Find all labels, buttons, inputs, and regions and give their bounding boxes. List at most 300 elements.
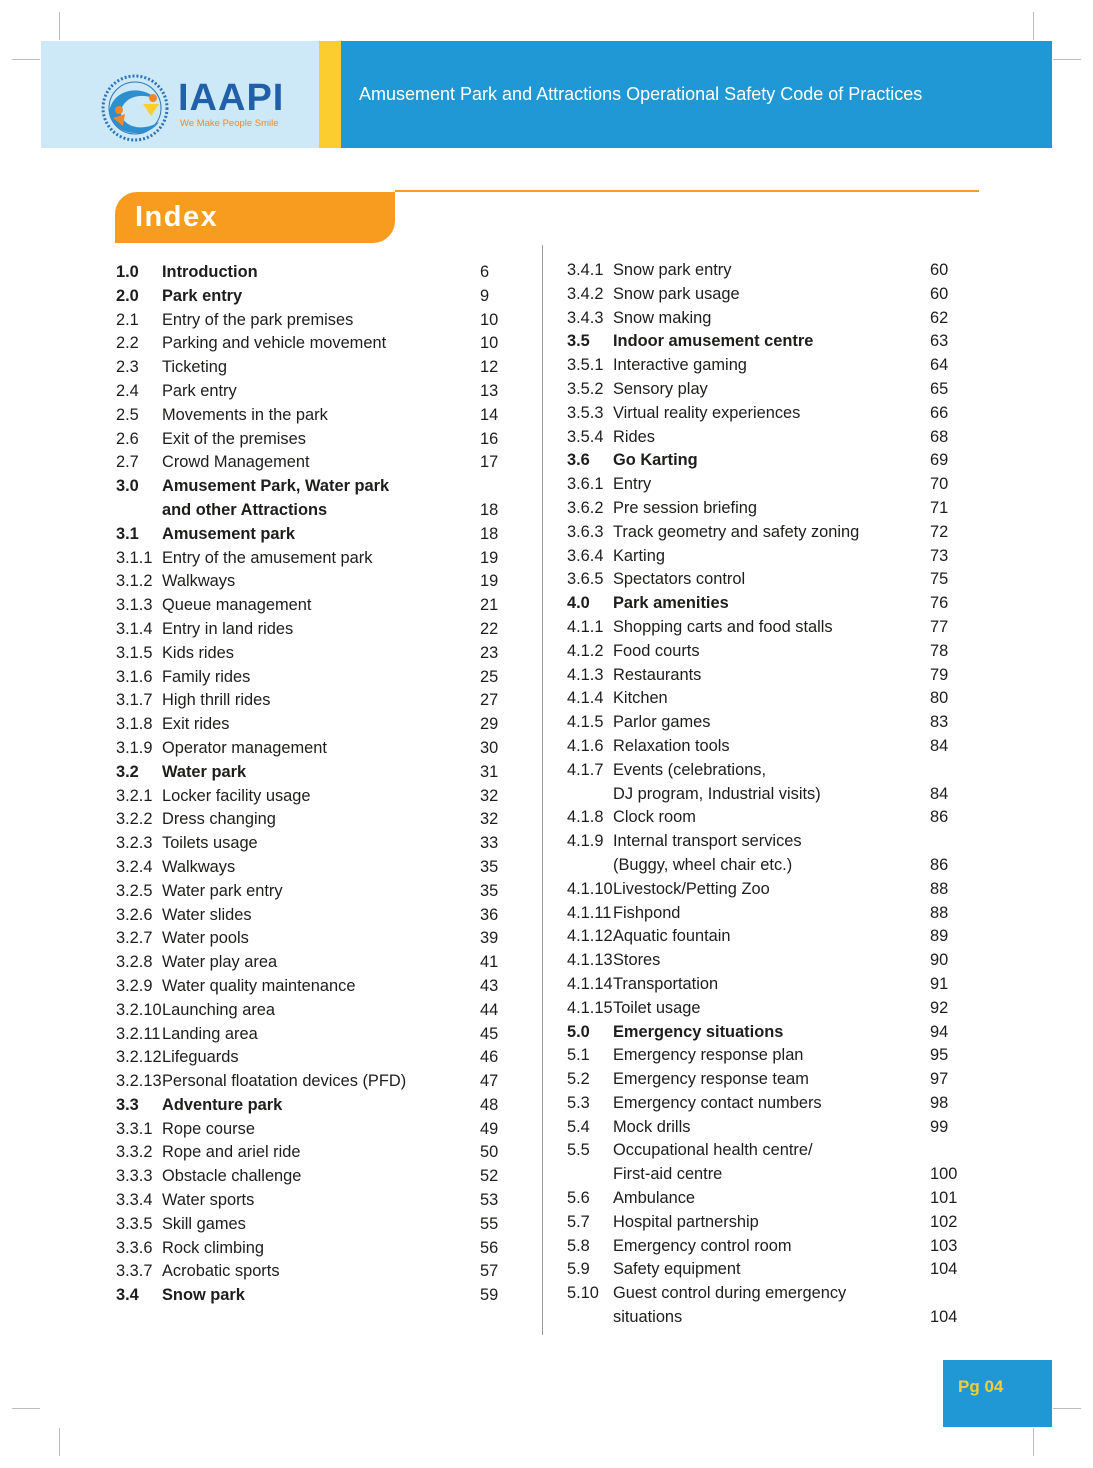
entry-number: 3.4.1	[567, 261, 604, 279]
entry-number: 3.2.7	[116, 929, 153, 948]
index-entry[interactable]	[116, 475, 516, 523]
index-entry[interactable]	[116, 1094, 516, 1118]
entry-number: 4.1.15	[567, 998, 613, 1017]
entry-title: Interactive gaming	[613, 356, 747, 375]
entry-number: 2.0	[116, 286, 139, 305]
entry-title: Water play area	[162, 953, 278, 972]
index-entry[interactable]	[567, 354, 967, 378]
entry-number: 4.1.11	[567, 903, 612, 922]
index-entry[interactable]	[116, 689, 516, 713]
entry-number: 5.8	[567, 1236, 590, 1255]
entry-page: 41	[480, 953, 499, 972]
entry-number: 2.3	[116, 358, 139, 377]
index-entry[interactable]	[116, 1165, 516, 1189]
index-entry[interactable]	[116, 309, 516, 333]
entry-title: Rides	[613, 427, 655, 446]
entry-number: 3.6.5	[567, 570, 604, 589]
entry-number: 3.2.4	[116, 857, 153, 876]
entry-title: Amusement park	[162, 524, 295, 543]
index-entry[interactable]	[116, 761, 516, 785]
index-entry[interactable]	[116, 999, 516, 1023]
entry-page: 88	[930, 879, 949, 898]
entry-page: 88	[930, 903, 949, 922]
entry-page: 12	[480, 358, 499, 377]
entry-number: 4.0	[567, 594, 590, 613]
entry-number: 4.1.3	[567, 665, 604, 684]
entry-page: 62	[930, 308, 949, 327]
entry-title: Introduction	[162, 263, 258, 281]
entry-title: Indoor amusement centre	[613, 332, 814, 351]
entry-page: 14	[480, 405, 499, 424]
entry-number: 3.4	[116, 1286, 139, 1305]
entry-page: 92	[930, 998, 949, 1017]
entry-number: 5.0	[567, 1022, 590, 1041]
entry-number: 5.7	[567, 1212, 590, 1231]
entry-title: Emergency contact numbers	[613, 1093, 822, 1112]
entry-page: 86	[930, 855, 949, 874]
entry-title: Clock room	[613, 808, 696, 827]
entry-number: 4.1.13	[567, 951, 613, 970]
entry-number: 3.3.1	[116, 1119, 153, 1138]
entry-number: 3.2.10	[116, 1000, 162, 1019]
column-divider	[542, 245, 543, 1335]
entry-title: Ticketing	[162, 358, 227, 377]
entry-number: 4.1.7	[567, 760, 604, 779]
entry-number: 4.1.9	[567, 832, 604, 851]
index-entry[interactable]	[567, 759, 967, 807]
entry-number: 4.1.6	[567, 736, 604, 755]
entry-page: 102	[930, 1212, 958, 1231]
entry-page: 52	[480, 1167, 499, 1186]
entry-page: 43	[480, 976, 499, 995]
entry-number: 3.6.2	[567, 498, 604, 517]
document-title	[341, 41, 1052, 148]
index-entry[interactable]	[567, 1139, 967, 1187]
index-entry[interactable]	[116, 1118, 516, 1142]
entry-title: Adventure park	[162, 1095, 283, 1114]
entry-title: Amusement Park, Water park and other Attractions	[162, 477, 390, 519]
entry-title: Entry	[613, 475, 652, 494]
entry-number: 3.1.8	[116, 715, 153, 734]
index-entry[interactable]	[567, 1068, 967, 1092]
entry-number: 4.1.1	[567, 617, 604, 636]
entry-title: Operator management	[162, 738, 327, 757]
index-entry[interactable]	[116, 356, 516, 380]
entry-number: 3.2.5	[116, 881, 153, 900]
entry-page: 68	[930, 427, 949, 446]
entry-title: Go Karting	[613, 451, 698, 470]
entry-page: 21	[480, 596, 499, 615]
entry-number: 3.2.2	[116, 810, 153, 829]
crop-mark	[12, 1408, 40, 1409]
entry-number: 3.2.9	[116, 976, 153, 995]
entry-page: 25	[480, 667, 499, 686]
entry-number: 3.3.2	[116, 1143, 153, 1162]
index-entry[interactable]	[567, 711, 967, 735]
index-entry[interactable]	[116, 642, 516, 666]
entry-page: 39	[480, 929, 499, 948]
index-entry[interactable]	[116, 523, 516, 547]
entry-page: 94	[930, 1022, 949, 1041]
entry-page: 33	[480, 834, 499, 853]
entry-page: 29	[480, 715, 499, 734]
page-header	[41, 41, 1052, 148]
index-entry[interactable]	[567, 973, 967, 997]
entry-page: 66	[930, 403, 949, 422]
crop-mark	[1033, 1428, 1034, 1456]
entry-page: 104	[930, 1260, 958, 1279]
index-entry[interactable]	[567, 1258, 967, 1282]
entry-title: Exit rides	[162, 715, 230, 734]
entry-page: 78	[930, 641, 949, 660]
index-entry[interactable]	[116, 1237, 516, 1261]
entry-number: 5.3	[567, 1093, 590, 1112]
entry-title: Park entry	[162, 286, 243, 305]
index-entry[interactable]	[567, 1116, 967, 1140]
crop-mark	[1053, 1408, 1081, 1409]
entry-page: 19	[480, 572, 499, 591]
entry-page: 95	[930, 1046, 949, 1065]
document-title-text: Amusement Park and Attractions Operational Safety Code of Practices	[359, 84, 923, 104]
index-entry[interactable]	[116, 975, 516, 999]
entry-page: 97	[930, 1070, 949, 1089]
entry-page: 46	[480, 1048, 499, 1067]
index-entry[interactable]	[116, 904, 516, 928]
entry-page: 36	[480, 905, 499, 924]
entry-page: 70	[930, 475, 949, 494]
entry-number: 2.4	[116, 381, 139, 400]
entry-number: 3.5	[567, 332, 590, 351]
index-entry[interactable]	[116, 451, 516, 475]
entry-number: 4.1.14	[567, 974, 613, 993]
crop-mark	[12, 59, 40, 60]
index-entry[interactable]	[116, 713, 516, 737]
entry-title: Obstacle challenge	[162, 1167, 302, 1186]
entry-number: 5.9	[567, 1260, 590, 1279]
entry-title: Entry of the park premises	[162, 310, 354, 329]
entry-title: Track geometry and safety zoning	[613, 522, 860, 541]
entry-page: 17	[480, 453, 499, 472]
index-entry[interactable]	[116, 880, 516, 904]
index-heading: Index	[115, 192, 395, 243]
entry-number: 3.3.6	[116, 1238, 153, 1257]
entry-page: 44	[480, 1000, 499, 1019]
entry-page: 35	[480, 881, 499, 900]
entry-title: Landing area	[162, 1024, 258, 1043]
entry-title: Entry of the amusement park	[162, 548, 373, 567]
entry-number: 3.3.5	[116, 1214, 153, 1233]
entry-number: 3.4.2	[567, 284, 604, 303]
index-entry[interactable]	[567, 378, 967, 402]
entry-title: Water park entry	[162, 881, 283, 900]
entry-title: Guest control during emergency situations	[613, 1284, 847, 1327]
index-entry[interactable]	[116, 1046, 516, 1070]
entry-title: Walkways	[162, 572, 236, 591]
entry-number: 4.1.5	[567, 713, 604, 732]
index-entry[interactable]	[116, 1284, 516, 1308]
index-entry[interactable]	[116, 1260, 516, 1284]
entry-number: 5.10	[567, 1284, 599, 1303]
entry-number: 3.2.8	[116, 953, 153, 972]
index-entry[interactable]	[116, 570, 516, 594]
entry-title: Kids rides	[162, 643, 234, 662]
index-entry[interactable]	[567, 735, 967, 759]
index-entry[interactable]	[116, 1141, 516, 1165]
entry-page: 35	[480, 857, 499, 876]
index-entry[interactable]	[567, 568, 967, 592]
entry-number: 3.5.4	[567, 427, 604, 446]
entry-number: 3.4.3	[567, 308, 604, 327]
iaapi-logo-icon	[99, 74, 171, 142]
entry-title: Crowd Management	[162, 453, 310, 472]
index-entry[interactable]	[567, 283, 967, 307]
entry-title: Livestock/Petting Zoo	[613, 879, 770, 898]
index-entry[interactable]	[116, 951, 516, 975]
index-entry[interactable]	[116, 618, 516, 642]
entry-title: Safety equipment	[613, 1260, 741, 1279]
entry-page: 72	[930, 522, 949, 541]
entry-page: 90	[930, 951, 949, 970]
crop-mark	[1033, 12, 1034, 40]
entry-page: 64	[930, 356, 949, 375]
entry-title: Walkways	[162, 857, 236, 876]
index-entry[interactable]	[567, 402, 967, 426]
index-entry[interactable]	[567, 259, 967, 283]
entry-title: Lifeguards	[162, 1048, 239, 1067]
index-entry[interactable]	[116, 666, 516, 690]
entry-page: 69	[930, 451, 949, 470]
entry-number: 3.1.1	[116, 548, 153, 567]
entry-title: Karting	[613, 546, 665, 565]
entry-title: Hospital partnership	[613, 1212, 759, 1231]
index-entry[interactable]	[116, 1070, 516, 1094]
entry-page: 89	[930, 927, 949, 946]
entry-number: 3.1.7	[116, 691, 153, 710]
entry-number: 3.6	[567, 451, 590, 470]
entry-title: Acrobatic sports	[162, 1262, 280, 1281]
entry-page: 103	[930, 1236, 958, 1255]
index-entry[interactable]	[116, 832, 516, 856]
entry-page: 84	[930, 736, 949, 755]
entry-number: 3.3.4	[116, 1191, 153, 1210]
index-entry[interactable]	[116, 856, 516, 880]
index-entry[interactable]	[567, 1187, 967, 1211]
index-entry[interactable]	[567, 997, 967, 1021]
entry-page: 32	[480, 810, 499, 829]
entry-number: 4.1.2	[567, 641, 604, 660]
index-entry[interactable]	[567, 497, 967, 521]
entry-number: 1.0	[116, 263, 139, 281]
entry-title: Locker facility usage	[162, 786, 311, 805]
index-entry[interactable]	[116, 785, 516, 809]
index-entry[interactable]	[116, 1189, 516, 1213]
entry-number: 3.2.3	[116, 834, 153, 853]
entry-number: 5.2	[567, 1070, 590, 1089]
index-entry[interactable]	[116, 285, 516, 309]
entry-number: 3.3.3	[116, 1167, 153, 1186]
entry-title: Events (celebrations, DJ program, Industrial visits)	[613, 760, 821, 803]
index-entry[interactable]	[567, 1211, 967, 1235]
index-entry[interactable]	[567, 640, 967, 664]
index-column-left	[116, 261, 516, 1308]
logo-tagline: We Make People Smile	[180, 118, 279, 129]
entry-number: 3.1.6	[116, 667, 153, 686]
index-entry[interactable]	[567, 830, 967, 878]
entry-page: 47	[480, 1072, 499, 1091]
entry-page: 56	[480, 1238, 499, 1257]
entry-page: 83	[930, 713, 949, 732]
entry-number: 5.5	[567, 1141, 590, 1160]
entry-title: Stores	[613, 951, 661, 970]
index-entry[interactable]	[116, 404, 516, 428]
index-entry[interactable]	[116, 261, 516, 285]
entry-page: 98	[930, 1093, 949, 1112]
index-entry[interactable]	[567, 1235, 967, 1259]
entry-number: 5.6	[567, 1189, 590, 1208]
index-entry[interactable]	[567, 1092, 967, 1116]
entry-page: 59	[480, 1286, 499, 1305]
index-entry[interactable]	[116, 594, 516, 618]
entry-number: 3.3.7	[116, 1262, 153, 1281]
entry-number: 3.2.6	[116, 905, 153, 924]
index-entry[interactable]	[567, 949, 967, 973]
entry-title: Shopping carts and food stalls	[613, 617, 833, 636]
crop-mark	[1053, 59, 1081, 60]
index-entry[interactable]	[567, 592, 967, 616]
entry-title: Rope and ariel ride	[162, 1143, 301, 1162]
entry-title: Exit of the premises	[162, 429, 306, 448]
entry-number: 3.1.4	[116, 619, 153, 638]
page-number-badge	[943, 1360, 1052, 1427]
index-entry[interactable]	[567, 664, 967, 688]
entry-number: 3.2.1	[116, 786, 153, 805]
index-entry[interactable]	[567, 330, 967, 354]
entry-title: Emergency control room	[613, 1236, 792, 1255]
entry-title: Emergency response team	[613, 1070, 809, 1089]
entry-number: 3.6.4	[567, 546, 604, 565]
index-entry[interactable]	[567, 902, 967, 926]
entry-title: Parlor games	[613, 713, 711, 732]
entry-number: 2.1	[116, 310, 139, 329]
crop-mark	[59, 12, 60, 40]
entry-page: 19	[480, 548, 499, 567]
entry-title: Dress changing	[162, 810, 276, 829]
entry-number: 3.2.13	[116, 1072, 162, 1091]
index-entry[interactable]	[567, 1282, 967, 1330]
entry-title: Queue management	[162, 596, 312, 615]
entry-title: Ambulance	[613, 1189, 696, 1208]
entry-title: Emergency response plan	[613, 1046, 804, 1065]
entry-number: 2.6	[116, 429, 139, 448]
entry-number: 4.1.4	[567, 689, 604, 708]
index-entry[interactable]	[116, 808, 516, 832]
index-entry[interactable]	[116, 547, 516, 571]
entry-title: Pre session briefing	[613, 498, 757, 517]
entry-page: 73	[930, 546, 949, 565]
entry-title: Park entry	[162, 381, 237, 400]
entry-title: Entry in land rides	[162, 619, 294, 638]
index-entry[interactable]	[567, 426, 967, 450]
entry-title: Toilet usage	[613, 998, 701, 1017]
index-entry[interactable]	[567, 473, 967, 497]
index-entry[interactable]	[116, 737, 516, 761]
entry-page: 23	[480, 643, 499, 662]
entry-page: 60	[930, 261, 949, 279]
entry-page: 9	[480, 286, 490, 305]
heading-rule	[395, 190, 979, 192]
index-entry[interactable]	[567, 521, 967, 545]
index-entry[interactable]	[567, 616, 967, 640]
entry-page: 86	[930, 808, 949, 827]
entry-title: Toilets usage	[162, 834, 258, 853]
index-entry[interactable]	[116, 428, 516, 452]
entry-page: 100	[930, 1165, 958, 1184]
index-entry[interactable]	[567, 806, 967, 830]
entry-number: 3.6.3	[567, 522, 604, 541]
entry-title: Sensory play	[613, 379, 708, 398]
logo-text: IAAPI	[178, 77, 285, 119]
entry-title: Relaxation tools	[613, 736, 730, 755]
entry-number: 4.1.10	[567, 879, 613, 898]
index-entry[interactable]	[567, 545, 967, 569]
entry-page: 57	[480, 1262, 499, 1281]
entry-title: Aquatic fountain	[613, 927, 731, 946]
entry-number: 3.0	[116, 477, 139, 496]
entry-page: 76	[930, 594, 949, 613]
entry-page: 18	[480, 524, 499, 543]
entry-title: Snow making	[613, 308, 712, 327]
entry-title: Parking and vehicle movement	[162, 334, 387, 353]
index-entry[interactable]	[567, 1021, 967, 1045]
entry-page: 48	[480, 1095, 499, 1114]
entry-title: Restaurants	[613, 665, 702, 684]
logo-area	[41, 41, 319, 148]
entry-title: Snow park usage	[613, 284, 740, 303]
entry-number: 3.2.12	[116, 1048, 162, 1067]
entry-page: 49	[480, 1119, 499, 1138]
index-entry[interactable]	[567, 925, 967, 949]
entry-page: 27	[480, 691, 499, 710]
entry-page: 63	[930, 332, 949, 351]
entry-number: 2.5	[116, 405, 139, 424]
entry-title: Fishpond	[613, 903, 681, 922]
entry-number: 2.2	[116, 334, 139, 353]
index-column-right	[567, 259, 967, 1330]
index-entry[interactable]	[567, 878, 967, 902]
index-entry[interactable]	[116, 1213, 516, 1237]
index-entry[interactable]	[116, 380, 516, 404]
index-entry[interactable]	[116, 332, 516, 356]
entry-number: 2.7	[116, 453, 139, 472]
index-entry[interactable]	[116, 927, 516, 951]
entry-page: 55	[480, 1214, 499, 1233]
index-entry[interactable]	[567, 307, 967, 331]
entry-page: 79	[930, 665, 949, 684]
index-entry[interactable]	[116, 1023, 516, 1047]
entry-title: Virtual reality experiences	[613, 403, 801, 422]
entry-page: 16	[480, 429, 499, 448]
entry-title: High thrill rides	[162, 691, 271, 710]
index-entry[interactable]	[567, 449, 967, 473]
entry-page: 91	[930, 974, 949, 993]
entry-number: 3.6.1	[567, 475, 604, 494]
index-entry[interactable]	[567, 687, 967, 711]
entry-title: Family rides	[162, 667, 251, 686]
entry-page: 6	[480, 263, 490, 281]
entry-title: Personal floatation devices (PFD)	[162, 1072, 407, 1091]
index-entry[interactable]	[567, 1044, 967, 1068]
entry-page: 104	[930, 1308, 958, 1327]
